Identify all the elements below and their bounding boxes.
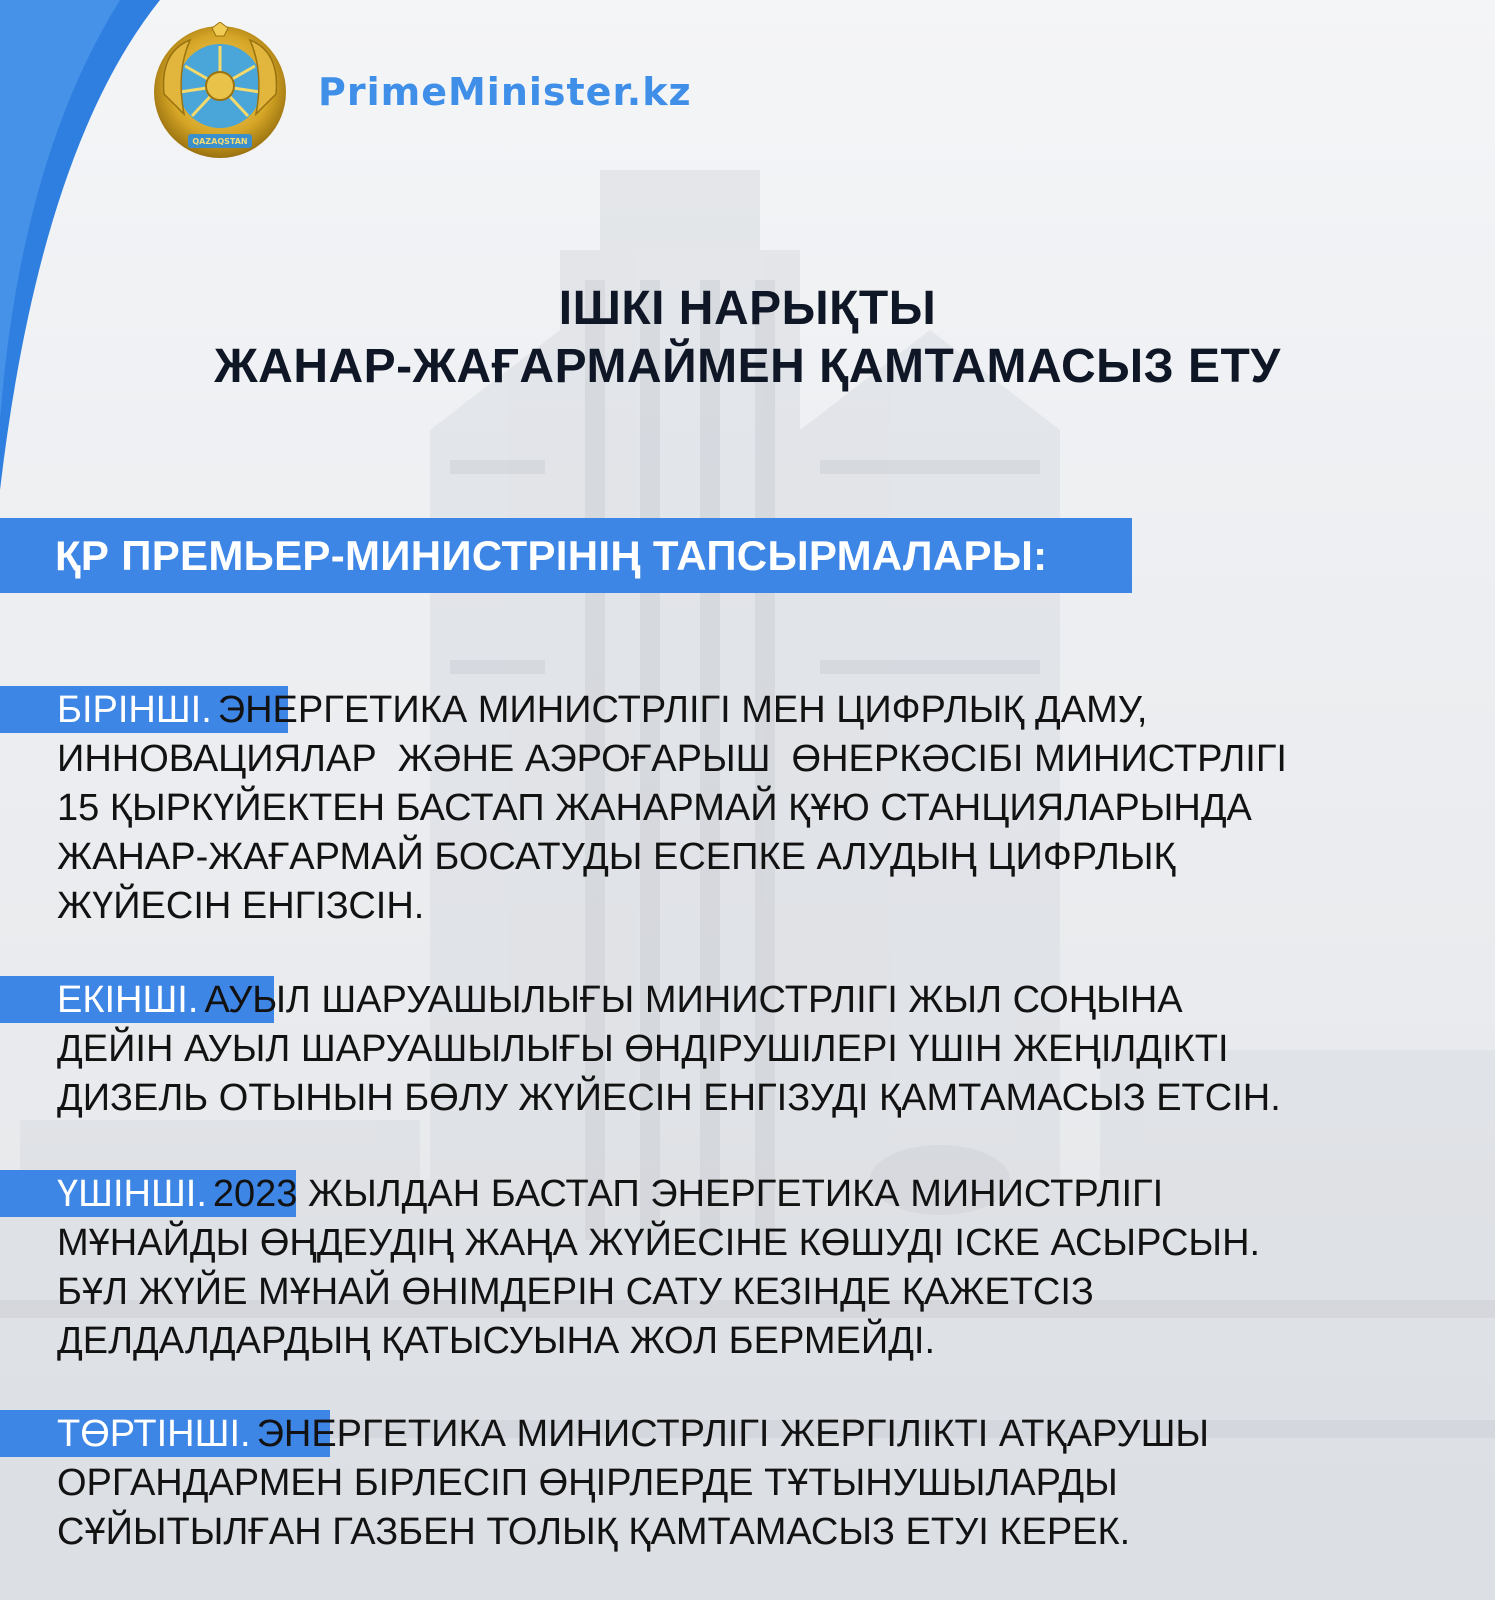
item-line: СҰЙЫТЫЛҒАН ГАЗБЕН ТОЛЫҚ ҚАМТАМАСЫЗ ЕТУІ КЕРЕК. (57, 1511, 1131, 1553)
list-item-third (57, 1170, 1457, 1366)
list-item-second (57, 976, 1457, 1123)
item-line: АУЫЛ ШАРУАШЫЛЫҒЫ МИНИСТРЛІГІ ЖЫЛ СОҢЫНА (204, 979, 1183, 1021)
title-line-1: ІШКІ НАРЫҚТЫ (558, 282, 937, 335)
item-line: 2023 ЖЫЛДАН БАСТАП ЭНЕРГЕТИКА МИНИСТРЛІГІ (212, 1173, 1164, 1215)
item-line: ОРГАНДАРМЕН БІРЛЕСІП ӨҢІРЛЕРДЕ ТҰТЫНУШЫЛАРДЫ (57, 1462, 1118, 1504)
title-line-2: ЖАНАР-ЖАҒАРМАЙМЕН ҚАМТАМАСЫЗ ЕТУ (214, 340, 1281, 393)
kazakhstan-emblem-icon (150, 22, 290, 162)
item-line: БҰЛ ЖҮЙЕ МҰНАЙ ӨНІМДЕРІН САТУ КЕЗІНДЕ ҚАЖЕТСІЗ (57, 1271, 1094, 1313)
page-title (0, 280, 1495, 396)
brand-logo-text: PrimeMinister.kz (318, 70, 692, 114)
item-line: ЭНЕРГЕТИКА МИНИСТРЛІГІ ЖЕРГІЛІКТІ АТҚАРУШЫ (256, 1413, 1210, 1455)
item-line: ДЕЛДАЛДАРДЫҢ ҚАТЫСУЫНА ЖОЛ БЕРМЕЙДІ. (57, 1320, 936, 1362)
item-line: ДИЗЕЛЬ ОТЫНЫН БӨЛУ ЖҮЙЕСІН ЕНГІЗУДІ ҚАМТАМАСЫЗ ЕТСІН. (57, 1077, 1281, 1119)
item-line: МҰНАЙДЫ ӨҢДЕУДІҢ ЖАҢА ЖҮЙЕСІНЕ КӨШУДІ ІСКЕ АСЫРСЫН. (57, 1222, 1261, 1264)
svg-text:QAZAQSTAN: QAZAQSTAN (192, 137, 248, 146)
section-banner-text: ҚР ПРЕМЬЕР-МИНИСТРІНІҢ ТАПСЫРМАЛАРЫ: (55, 531, 1048, 579)
item-line: ИННОВАЦИЯЛАР ЖӘНЕ АЭРОҒАРЫШ ӨНЕРКӘСІБІ МИНИСТРЛІГІ (57, 738, 1287, 780)
item-line: ДЕЙІН АУЫЛ ШАРУАШЫЛЫҒЫ ӨНДІРУШІЛЕРІ ҮШІН ЖЕҢІЛДІКТІ (57, 1028, 1229, 1070)
item-line: 15 ҚЫРКҮЙЕКТЕН БАСТАП ЖАНАРМАЙ ҚҰЮ СТАНЦИЯЛАРЫНДА (57, 787, 1252, 829)
list-item-first (57, 686, 1457, 931)
item-tag-label: ҮШІНШІ. (57, 1173, 207, 1215)
item-line: ЖҮЙЕСІН ЕНГІЗСІН. (57, 885, 425, 927)
item-tag-label: БІРІНШІ. (57, 689, 212, 731)
section-banner (0, 518, 1132, 593)
item-tag-label: ЕКІНШІ. (57, 979, 199, 1021)
list-item-fourth (57, 1410, 1457, 1557)
corner-swoosh-decoration (0, 0, 170, 500)
item-line: ЭНЕРГЕТИКА МИНИСТРЛІГІ МЕН ЦИФРЛЫҚ ДАМУ, (217, 689, 1148, 731)
item-tag-label: ТӨРТІНШІ. (57, 1413, 251, 1455)
item-line: ЖАНАР-ЖАҒАРМАЙ БОСАТУДЫ ЕСЕПКЕ АЛУДЫҢ ЦИФРЛЫҚ (57, 836, 1176, 878)
header (150, 22, 692, 162)
